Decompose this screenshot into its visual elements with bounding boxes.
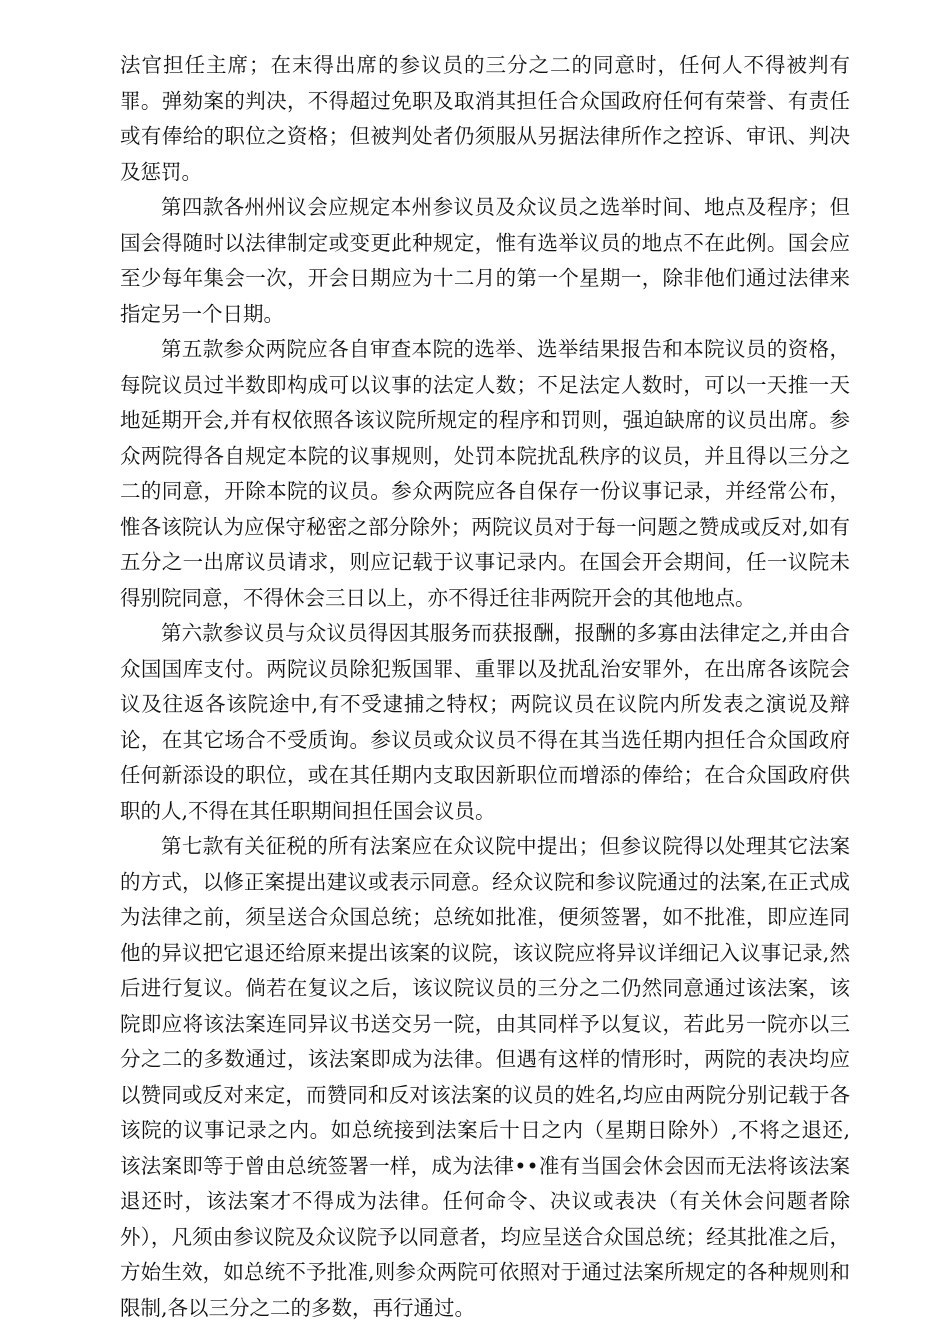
paragraph-section-4: 第四款各州州议会应规定本州参议员及众议员之选举时间、地点及程序；但国会得随时以法律制定或变更此种规定，惟有选举议员的地点不在此例。国会应至少每年集会一次，开会日期应为十二月的第一个星期一，除非他们通过法律来指定另一个日期。 xyxy=(120,195,850,326)
paragraph-impeachment-judgment: 法官担任主席；在末得出席的参议员的三分之二的同意时，任何人不得被判有罪。弹劾案的判决，不得超过免职及取消其担任合众国政府任何有荣誉、有责任或有俸给的职位之资格；但被判处者仍须服从另据法律所作之控诉、审讯、判决及惩罚。 xyxy=(120,53,850,184)
paragraph-section-6: 第六款参议员与众议员得因其服务而获报酬，报酬的多寡由法律定之,并由合众国国库支付。两院议员除犯叛国罪、重罪以及扰乱治安罪外，在出席各该院会议及往返各该院途中,有不受逮捕之特权；两院议员在议院内所发表之演说及辩论，在其它场合不受质询。参议员或众议员不得在其当选任期内担任合众国政府任何新添设的职位，或在其任期内支取因新职位而增添的俸给；在合众国政府供职的人,不得在其任职期间担任国会议员。 xyxy=(120,621,850,823)
paragraph-section-7: 第七款有关征税的所有法案应在众议院中提出；但参议院得以处理其它法案的方式，以修正案提出建议或表示同意。经众议院和参议院通过的法案,在正式成为法律之前，须呈送合众国总统；总统如批准，便须签署，如不批准，即应连同他的异议把它退还给原来提出该案的议院，该议院应将异议详细记入议事记录,然后进行复议。倘若在复议之后，该议院议员的三分之二仍然同意通过该法案，该院即应将该法案连同异议书送交另一院，由其同样予以复议，若此另一院亦以三分之二的多数通过，该法案即成为法律。但遇有这样的情形时，两院的表决均应以赞同或反对来定，而赞同和反对该法案的议员的姓名,均应由两院分别记载于各该院的议事记录之内。如总统接到法案后十日之内（星期日除外）,不将之退还,该法案即等于曾由总统签署一样，成为法律••准有当国会休会因而无法将该法案退还时，该法案才不得成为法律。任何命令、决议或表决（有关休会问题者除外），凡须由参议院及众议院予以同意者，均应呈送合众国总统；经其批准之后，方始生效，如总统不予批准,则参众两院可依照对于通过法案所规定的各种规则和限制,各以三分之二的多数，再行通过。 xyxy=(120,834,850,1320)
paragraph-section-5: 第五款参众两院应各自审查本院的选举、选举结果报告和本院议员的资格，每院议员过半数即构成可以议事的法定人数；不足法定人数时，可以一天推一天地延期开会,并有权依照各该议院所规定的程序和罚则，强迫缺席的议员出席。参众两院得各自规定本院的议事规则，处罚本院扰乱秩序的议员，并且得以三分之二的同意，开除本院的议员。参众两院应各自保存一份议事记录，并经常公布，惟各该院认为应保守秘密之部分除外；两院议员对于每一问题之赞成或反对,如有五分之一出席议员请求，则应记载于议事记录内。在国会开会期间，任一议院未得别院同意，不得休会三日以上，亦不得迁往非两院开会的其他地点。 xyxy=(120,337,850,610)
